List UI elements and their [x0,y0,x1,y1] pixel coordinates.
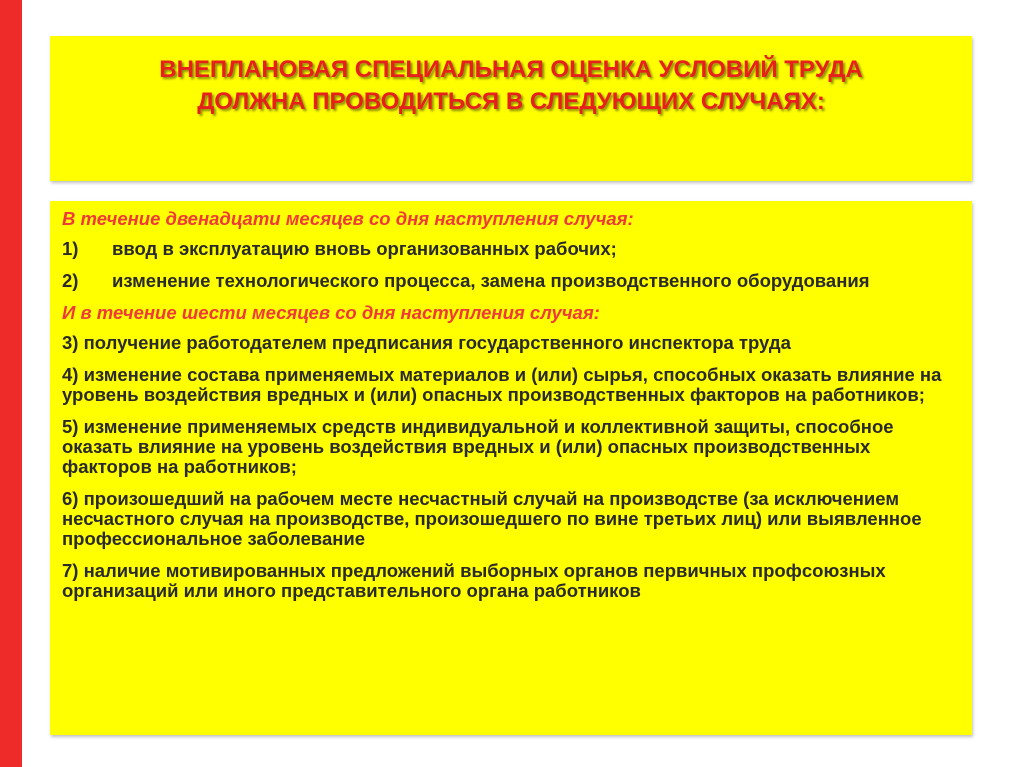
list-item: 6) произошедший на рабочем месте несчастный случай на производстве (за исключением несчастного случая на производстве, произошедшего по вине третьих лиц) или выявленное профессиональное заболевание [62,488,922,549]
list-item-text: изменение технологического процесса, замена производственного оборудования [112,270,870,291]
list-item-number: 1) [62,238,79,259]
list-item: 7) наличие мотивированных предложений выборных органов первичных профсоюзных организаций или иного представительного органа работников [62,560,886,601]
title-line-2: ДОЛЖНА ПРОВОДИТЬСЯ В СЛЕДУЮЩИХ СЛУЧАЯХ: [197,88,825,115]
section1-heading: В течение двенадцати месяцев со дня наступления случая: [62,208,634,229]
slide-title [64,54,958,118]
list-item-number: 2) [62,270,79,291]
list-item: 3) получение работодателем предписания государственного инспектора труда [62,332,791,353]
accent-bar [0,0,22,767]
title-line-1: ВНЕПЛАНОВАЯ СПЕЦИАЛЬНАЯ ОЦЕНКА УСЛОВИЙ ТРУДА [159,56,863,83]
content-box [50,201,972,735]
list-item [62,239,962,259]
list-item-text: ввод в эксплуатацию вновь организованных рабочих; [112,238,617,259]
title-box [50,36,972,181]
list-item: 5) изменение применяемых средств индивидуальной и коллективной защиты, способное оказать влияние на уровень воздействия вредных и (или) опасных производственных факторов на работников; [62,416,894,477]
list-item: 4) изменение состава применяемых материалов и (или) сырья, способных оказать влияние на уровень воздействия вредных и (или) опасных производственных факторов на работников; [62,364,942,405]
list-item [62,271,962,291]
section2-heading: И в течение шести месяцев со дня наступления случая: [62,302,600,323]
